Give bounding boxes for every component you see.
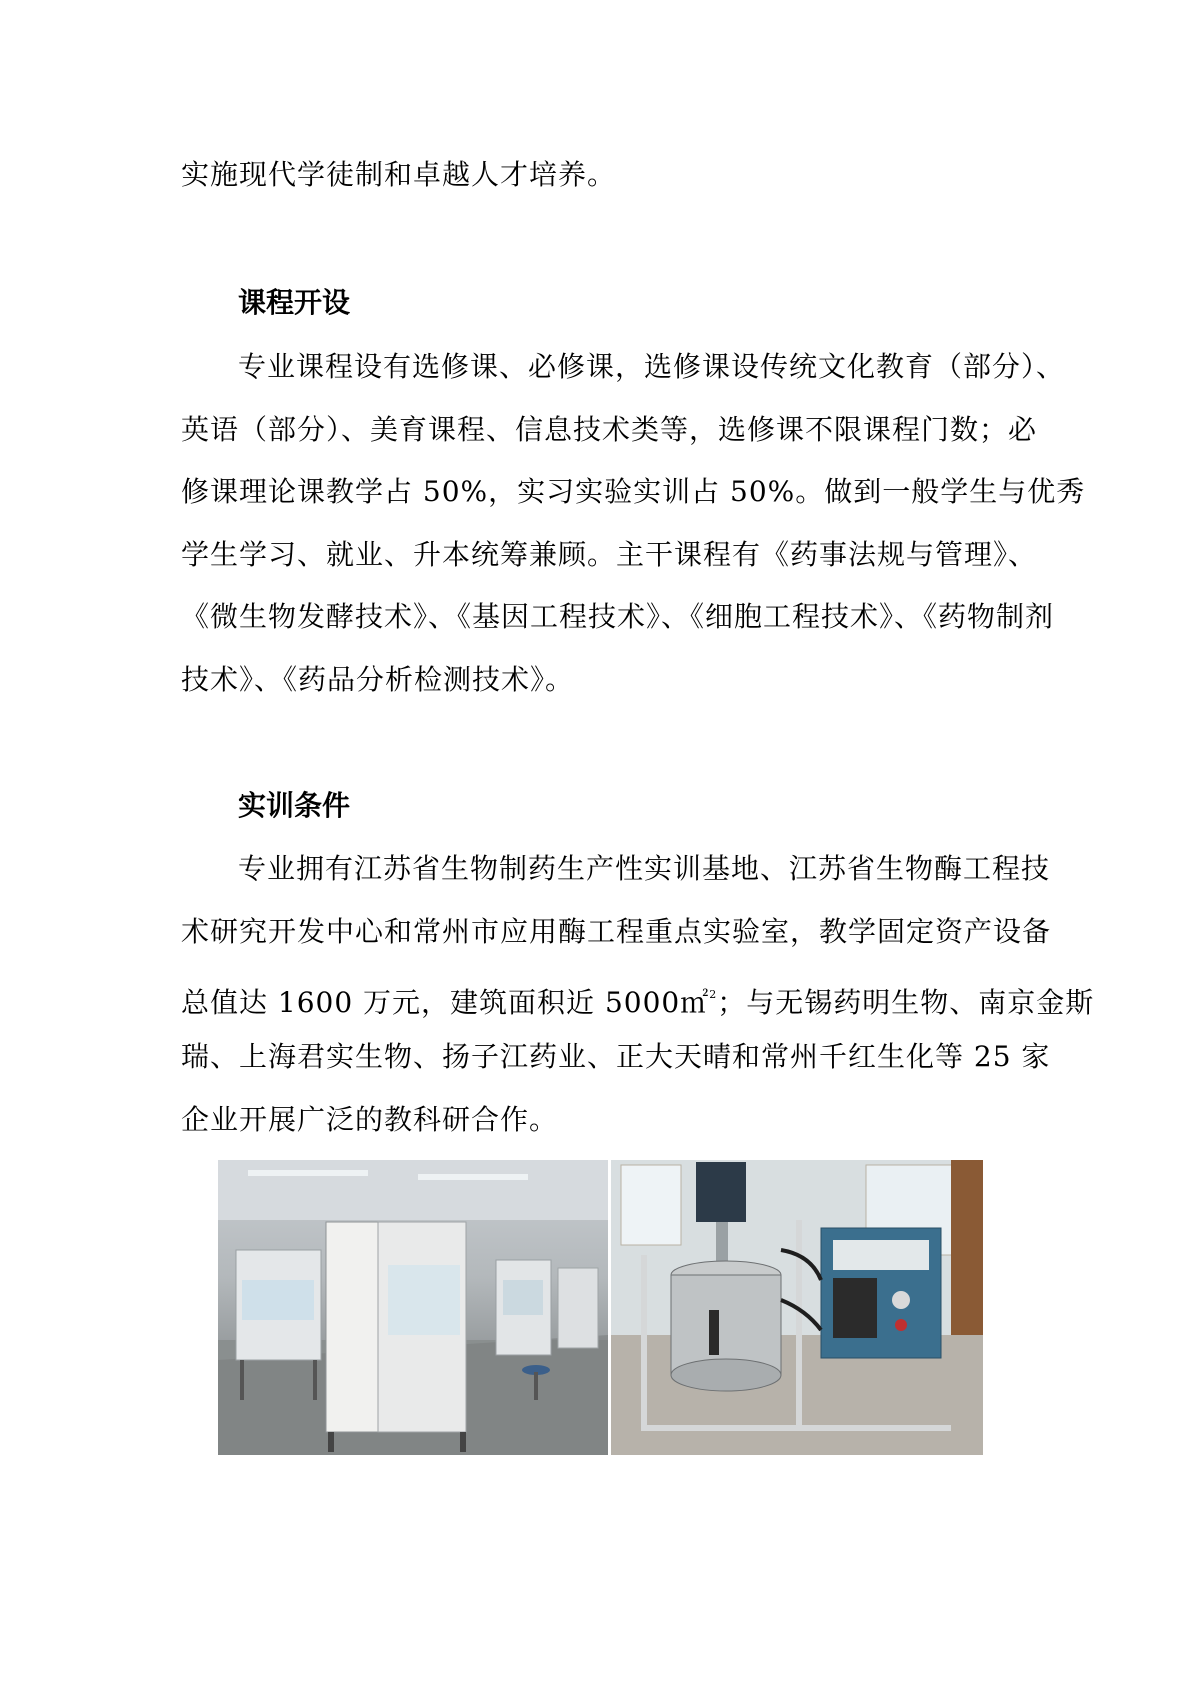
training-line-5: 企业开展广泛的教科研合作。 <box>181 1103 559 1136</box>
intro-paragraph-end: 实施现代学徒制和卓越人才培养。 <box>181 158 617 191</box>
lab-cleanroom-photo <box>218 1160 608 1455</box>
training-line-4: 瑞、上海君实生物、扬子江药业、正大天晴和常州千红生化等 25 家 <box>181 1040 1051 1073</box>
courses-line-3: 修课理论课教学占 50%，实习实验实训占 50%。做到一般学生与优秀 <box>181 475 1086 508</box>
superscript-2: 2 <box>709 988 718 1001</box>
training-line-3-rest: ；与无锡药明生物、南京金斯 <box>717 986 1095 1019</box>
fermenter-equipment-photo <box>611 1160 983 1455</box>
courses-line-1: 专业课程设有选修课、必修课，选修课设传统文化教育（部分）、 <box>238 350 1066 383</box>
training-line-3-text: 总值达 1600 万元，建筑面积近 5000㎡ <box>181 986 710 1019</box>
courses-line-2: 英语（部分）、美育课程、信息技术类等，选修课不限课程门数；必 <box>181 413 1038 446</box>
training-line-2: 术研究开发中心和常州市应用酶工程重点实验室，教学固定资产设备 <box>181 915 1052 948</box>
courses-line-6: 技术》、《药品分析检测技术》。 <box>181 663 575 696</box>
training-line-1: 专业拥有江苏省生物制药生产性实训基地、江苏省生物酶工程技 <box>238 852 1051 885</box>
courses-line-5: 《微生物发酵技术》、《基因工程技术》、《细胞工程技术》、《药物制剂 <box>181 600 1055 633</box>
training-line-3 <box>181 975 1095 1023</box>
courses-line-4: 学生学习、就业、升本统筹兼顾。主干课程有《药事法规与管理》、 <box>181 538 1038 571</box>
courses-heading: 课程开设 <box>238 286 351 319</box>
training-heading: 实训条件 <box>238 789 351 822</box>
